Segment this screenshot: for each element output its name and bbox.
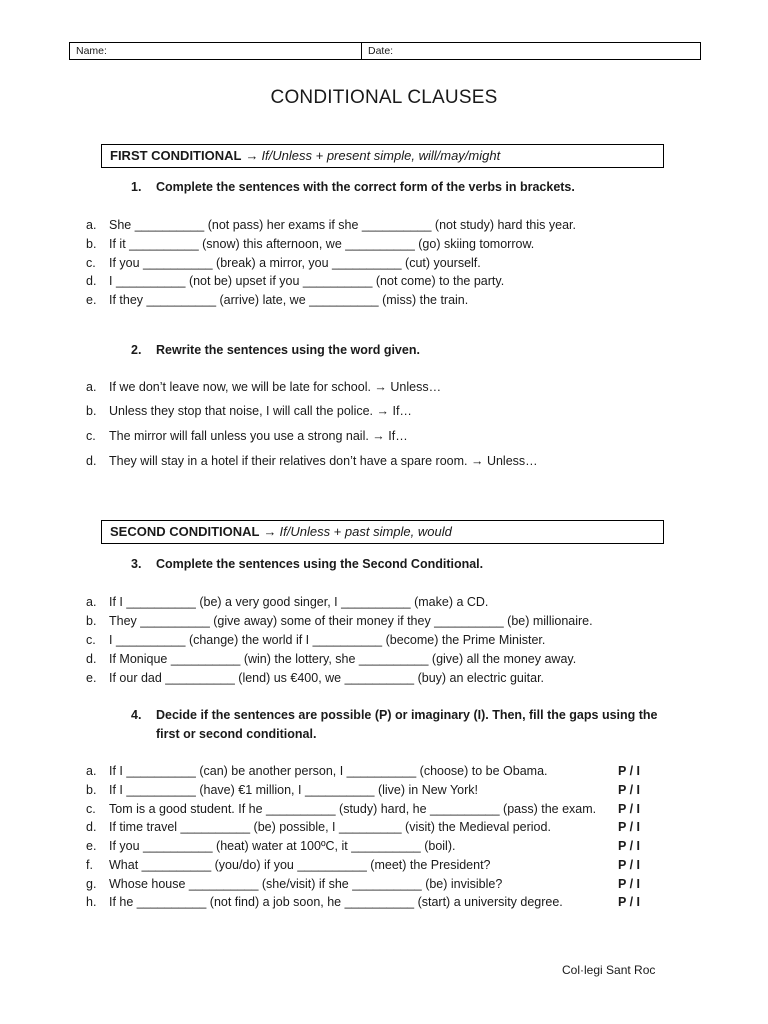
- item-text: I __________ (not be) upset if you __________ (not come) to the party.: [109, 274, 505, 288]
- item-letter: d.: [86, 652, 97, 666]
- p-i-choice[interactable]: P / I: [618, 764, 641, 778]
- list-item: [86, 427, 686, 445]
- item-text: Unless they stop that noise, I will call the police. → If…: [109, 404, 412, 418]
- item-letter: e.: [86, 839, 97, 853]
- list-item: [86, 378, 686, 396]
- item-letter: e.: [86, 293, 97, 307]
- list-item: [86, 893, 686, 911]
- item-letter: d.: [86, 274, 97, 288]
- item-text: If he __________ (not find) a job soon, he __________ (start) a university degree.: [109, 895, 563, 909]
- item-letter: b.: [86, 237, 97, 251]
- item-letter: e.: [86, 671, 97, 685]
- p-i-choice[interactable]: P / I: [618, 895, 641, 909]
- item-letter: b.: [86, 783, 97, 797]
- item-letter: c.: [86, 802, 96, 816]
- item-letter: a.: [86, 764, 97, 778]
- list-item: [86, 402, 686, 420]
- list-item: [86, 291, 686, 309]
- item-letter: a.: [86, 595, 97, 609]
- name-label: Name:: [76, 45, 107, 57]
- instruction-text: Complete the sentences using the Second Conditional.: [156, 557, 484, 571]
- list-item: [86, 669, 686, 687]
- page-title: CONDITIONAL CLAUSES: [270, 87, 498, 108]
- exercise-number: 1.: [131, 180, 142, 194]
- item-letter: c.: [86, 429, 96, 443]
- item-letter: d.: [86, 454, 97, 468]
- exercise-number: 3.: [131, 557, 142, 571]
- item-text: She __________ (not pass) her exams if she __________ (not study) hard this year.: [109, 218, 576, 232]
- exercise-number: 4.: [131, 708, 142, 722]
- item-letter: b.: [86, 404, 97, 418]
- exercise-1-instruction: [131, 178, 671, 197]
- name-date-header: [69, 42, 701, 60]
- list-item: [86, 762, 686, 780]
- instruction-text: Complete the sentences with the correct form of the verbs in brackets.: [156, 180, 575, 194]
- instruction-text: Rewrite the sentences using the word given.: [156, 343, 420, 357]
- item-text: If our dad __________ (lend) us €400, we __________ (buy) an electric guitar.: [109, 671, 545, 685]
- list-item: [86, 781, 686, 799]
- item-text: If I __________ (be) a very good singer, I __________ (make) a CD.: [109, 595, 489, 609]
- instruction-text: Decide if the sentences are possible (P) or imaginary (I). Then, fill the gaps using the: [156, 708, 658, 722]
- item-letter: g.: [86, 877, 97, 891]
- list-item: [86, 837, 686, 855]
- school-footer: Col·legi Sant Roc: [562, 963, 656, 977]
- item-text: If I __________ (have) €1 million, I __________ (live) in New York!: [109, 783, 478, 797]
- item-text: If I __________ (can) be another person, I __________ (choose) to be Obama.: [109, 764, 548, 778]
- list-item: [86, 593, 686, 611]
- list-item: [86, 235, 686, 253]
- p-i-choice[interactable]: P / I: [618, 783, 641, 797]
- p-i-choice[interactable]: P / I: [618, 820, 641, 834]
- date-field[interactable]: [362, 43, 700, 59]
- exercise-3-instruction: [131, 555, 671, 574]
- item-text: If you __________ (heat) water at 100ºC, it __________ (boil).: [109, 839, 456, 853]
- item-letter: a.: [86, 218, 97, 232]
- arrow-icon: →: [263, 524, 277, 539]
- p-i-choice[interactable]: P / I: [618, 877, 641, 891]
- list-item: [86, 856, 686, 874]
- item-text: What __________ (you/do) if you __________ (meet) the President?: [109, 858, 491, 872]
- list-item: [86, 254, 686, 272]
- item-text: If Monique __________ (win) the lottery, she __________ (give) all the money away.: [109, 652, 577, 666]
- list-item: [86, 216, 686, 234]
- item-text: I __________ (change) the world if I __________ (become) the Prime Minister.: [109, 633, 546, 647]
- list-item: [86, 875, 686, 893]
- item-text: If they __________ (arrive) late, we __________ (miss) the train.: [109, 293, 469, 307]
- item-letter: c.: [86, 633, 96, 647]
- item-letter: b.: [86, 614, 97, 628]
- list-item: [86, 452, 686, 470]
- p-i-choice[interactable]: P / I: [618, 802, 641, 816]
- list-item: [86, 818, 686, 836]
- list-item: [86, 272, 686, 290]
- p-i-choice[interactable]: P / I: [618, 858, 641, 872]
- date-label: Date:: [368, 45, 394, 57]
- item-text: The mirror will fall unless you use a strong nail. → If…: [109, 429, 408, 443]
- item-letter: h.: [86, 895, 97, 909]
- first-conditional-heading: FIRST CONDITIONAL: [110, 148, 242, 163]
- item-text: Tom is a good student. If he __________ (study) hard, he __________ (pass) the exam.: [109, 802, 597, 816]
- list-item: [86, 631, 686, 649]
- instruction-text-line-2: first or second conditional.: [156, 727, 317, 741]
- item-text: If you __________ (break) a mirror, you __________ (cut) yourself.: [109, 256, 481, 270]
- second-conditional-heading: SECOND CONDITIONAL: [110, 524, 260, 539]
- exercise-2-instruction: [131, 341, 671, 360]
- second-conditional-formula: If/Unless + past simple, would: [279, 524, 452, 539]
- exercise-4-instruction: [131, 706, 671, 744]
- list-item: [86, 800, 686, 818]
- exercise-number: 2.: [131, 343, 142, 357]
- item-text: They __________ (give away) some of their money if they __________ (be) millionaire.: [109, 614, 593, 628]
- list-item: [86, 650, 686, 668]
- first-conditional-box: [101, 144, 664, 168]
- item-text: If it __________ (snow) this afternoon, we __________ (go) skiing tomorrow.: [109, 237, 535, 251]
- item-letter: f.: [86, 858, 93, 872]
- item-letter: d.: [86, 820, 97, 834]
- second-conditional-box: [101, 520, 664, 544]
- item-text: If time travel __________ (be) possible, I _________ (visit) the Medieval period.: [109, 820, 551, 834]
- item-letter: c.: [86, 256, 96, 270]
- name-field[interactable]: [70, 43, 362, 59]
- item-letter: a.: [86, 380, 97, 394]
- list-item: [86, 612, 686, 630]
- arrow-icon: →: [245, 148, 259, 163]
- first-conditional-formula: If/Unless + present simple, will/may/might: [261, 148, 501, 163]
- p-i-choice[interactable]: P / I: [618, 839, 641, 853]
- item-text: If we don’t leave now, we will be late for school. → Unless…: [109, 380, 442, 394]
- item-text: Whose house __________ (she/visit) if she __________ (be) invisible?: [109, 877, 503, 891]
- item-text: They will stay in a hotel if their relatives don’t have a spare room. → Unless…: [109, 454, 538, 468]
